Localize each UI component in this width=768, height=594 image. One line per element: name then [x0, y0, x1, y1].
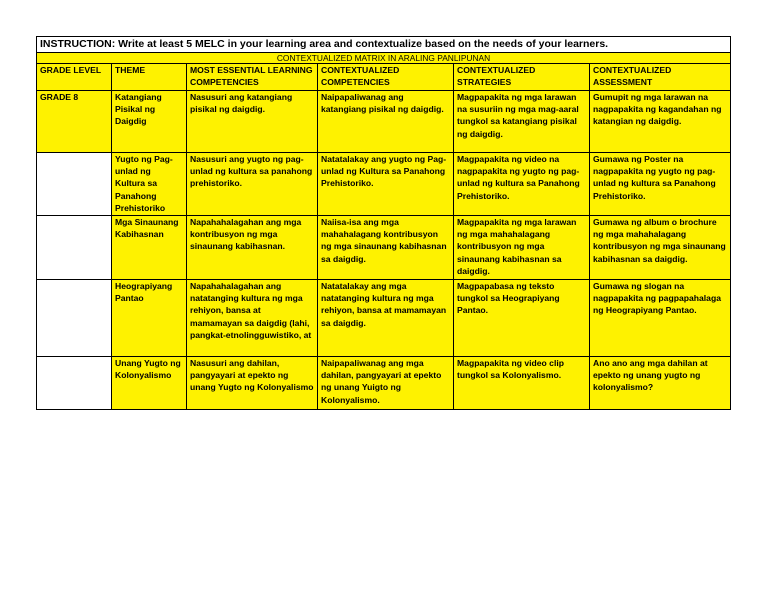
theme-cell: Unang Yugto ng Kolonyalismo	[112, 357, 187, 410]
header-contextualized-competencies: CONTEXTUALIZED COMPETENCIES	[318, 64, 454, 91]
assessment-cell: Gumawa ng Poster na nagpapakita ng yugto ng pag-unlad ng kultura sa Panahong Prehistoriko.	[590, 153, 731, 216]
competency-cell: Natatalakay ang mga natatanging kultura ng mga rehiyon, bansa at mamamayan sa daigdig.	[318, 280, 454, 357]
matrix-title: CONTEXTUALIZED MATRIX IN ARALING PANLIPUNAN	[37, 53, 731, 64]
assessment-cell: Gumawa ng album o brochure ng mga mahahalagang kontribusyon ng mga sinaunang kabihasnan sa daigdig.	[590, 216, 731, 280]
grade-cell	[37, 357, 112, 410]
header-contextualized-assessment: CONTEXTUALIZED ASSESSMENT	[590, 64, 731, 91]
melc-cell: Nasusuri ang yugto ng pag-unlad ng kultura sa panahong prehistoriko.	[187, 153, 318, 216]
header-contextualized-strategies: CONTEXTUALIZED STRATEGIES	[454, 64, 590, 91]
header-theme: THEME	[112, 64, 187, 91]
assessment-cell: Ano ano ang mga dahilan at epekto ng unang yugto ng kolonyalismo?	[590, 357, 731, 410]
table-row	[37, 91, 731, 153]
table-row	[37, 153, 731, 216]
strategy-cell: Magpapakita ng video na nagpapakita ng yugto ng pag-unlad ng kultura sa Panahong Prehistoriko.	[454, 153, 590, 216]
grade-cell	[37, 280, 112, 357]
header-row	[37, 64, 731, 91]
instruction-text: INSTRUCTION: Write at least 5 MELC in your learning area and contextualize based on the needs of your learners.	[37, 37, 731, 53]
melc-cell: Napahahalagahan ang mga kontribusyon ng mga sinaunang kabihasnan.	[187, 216, 318, 280]
table-row	[37, 357, 731, 410]
competency-cell: Natatalakay ang yugto ng Pag-unlad ng Kultura sa Panahong Prehistoriko.	[318, 153, 454, 216]
strategy-cell: Magpapabasa ng teksto tungkol sa Heograpiyang Pantao.	[454, 280, 590, 357]
grade-cell	[37, 153, 112, 216]
table-row	[37, 280, 731, 357]
melc-cell: Napahahalagahan ang natatanging kultura ng mga rehiyon, bansa at mamamayan sa daigdig (lahi, pangkat-etnolingguwistiko, at	[187, 280, 318, 357]
theme-cell: Heograpiyang Pantao	[112, 280, 187, 357]
header-melc: MOST ESSENTIAL LEARNING COMPETENCIES	[187, 64, 318, 91]
header-grade-level: GRADE LEVEL	[37, 64, 112, 91]
theme-cell: Katangiang Pisikal ng Daigdig	[112, 91, 187, 153]
assessment-cell: Gumawa ng slogan na nagpapakita ng pagpapahalaga ng Heograpiyang Pantao.	[590, 280, 731, 357]
strategy-cell: Magpapakita ng mga larawan na susuriin ng mga mag-aaral tungkol sa katangiang pisikal ng daigdig.	[454, 91, 590, 153]
competency-cell: Naipapaliwanag ang katangiang pisikal ng daigdig.	[318, 91, 454, 153]
melc-cell: Nasusuri ang katangiang pisikal ng daigdig.	[187, 91, 318, 153]
contextualized-matrix-table	[36, 36, 731, 410]
strategy-cell: Magpapakita ng mga larawan ng mga mahahalagang kontribusyon ng mga sinaunang kabihasnan sa daigdig.	[454, 216, 590, 280]
theme-cell: Mga Sinaunang Kabihasnan	[112, 216, 187, 280]
melc-cell: Nasusuri ang dahilan, pangyayari at epekto ng unang Yugto ng Kolonyalismo	[187, 357, 318, 410]
assessment-cell: Gumupit ng mga larawan na nagpapakita ng kagandahan ng katangian ng daigdig.	[590, 91, 731, 153]
theme-cell: Yugto ng Pag-unlad ng Kultura sa Panahong Prehistoriko	[112, 153, 187, 216]
grade-cell	[37, 216, 112, 280]
competency-cell: Naipapaliwanag ang mga dahilan, pangyayari at epekto ng unang Yuigto ng Kolonyalismo.	[318, 357, 454, 410]
competency-cell: Naiisa-isa ang mga mahahalagang kontribusyon ng mga sinaunang kabihasnan sa daigdig.	[318, 216, 454, 280]
grade-cell: GRADE 8	[37, 91, 112, 153]
table-row	[37, 216, 731, 280]
strategy-cell: Magpapakita ng video clip tungkol sa Kolonyalismo.	[454, 357, 590, 410]
